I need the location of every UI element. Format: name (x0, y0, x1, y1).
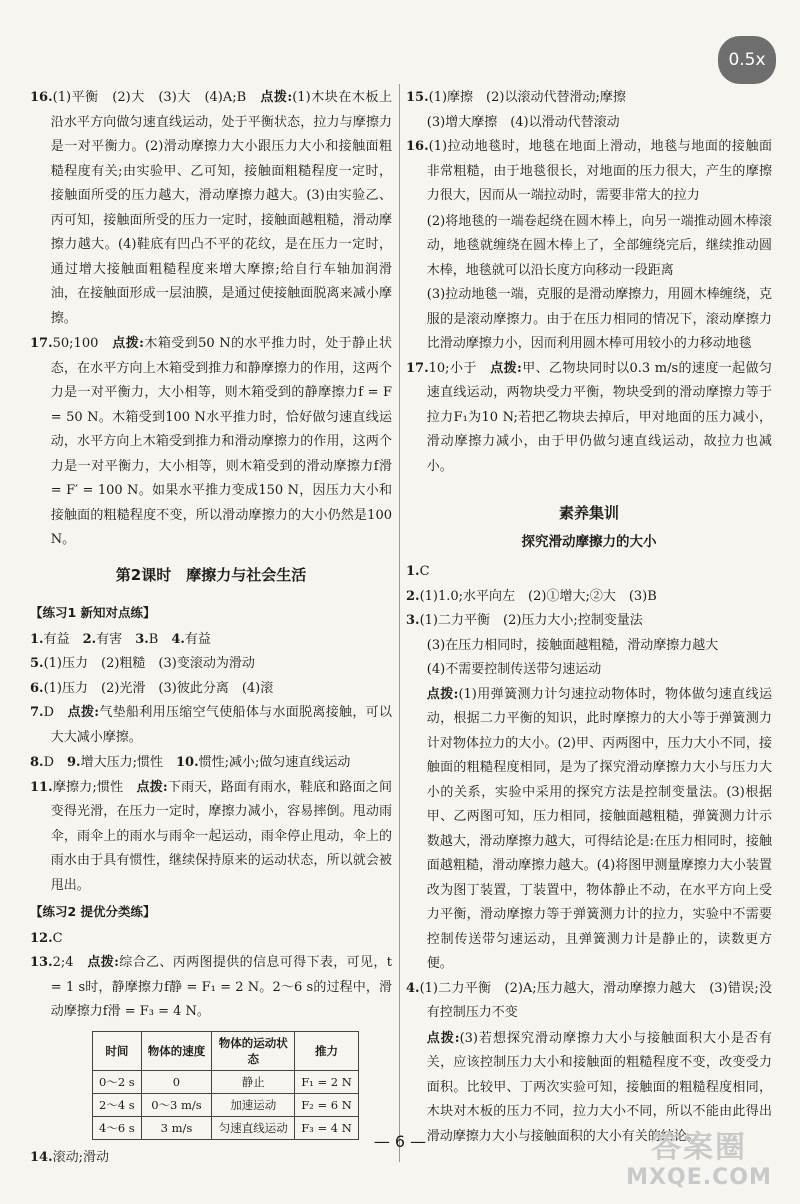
table-header: 物体的运动状态 (212, 1031, 295, 1070)
answer-17-left: 17.50;100 点拨:木箱受到50 N的水平推力时，处于静止状态，在水平方向上木箱受到推力和静摩擦力的作用，这两个力是一对平衡力，大小相等，则木箱受到的静摩擦力f = F = 50 N。木箱受到100 N水平推力时，恰好做匀速直线运动，水平方向上木箱受到推力和滑动摩擦力的作用，这两个力是一对平衡力，大小相等，则木箱受到的滑动摩擦力f滑 = F′ = 100 N。如果水平推力变成150 N，因压力大小和接触面的粗糙程度不变，所以滑动摩擦力的大小仍然是100 N。 (30, 336, 392, 547)
answer-16-right-part1: 16.(1)拉动地毯时，地毯在地面上滑动，地毯与地面的接触面非常粗糙，由于地毯很长，对地面的压力很大，产生的摩擦力很大，因而从一端拉动时，需要非常大的拉力 (406, 139, 772, 203)
answer-16-right-part3: (3)拉动地毯一端，克服的是滑动摩擦力，用圆木棒缠绕，克服的是滚动摩擦力。由于在压力相同的情况下，滚动摩擦力比滑动摩擦力小，因而利用圆木棒可用较小的力移动地毯 (426, 287, 772, 351)
training-answer-2: 2.(1)1.0;水平向左 (2)①增大;②大 (3)B (406, 588, 657, 604)
column-divider (399, 84, 400, 1162)
training-answer-3-line3: (4)不需要控制传送带匀速运动 (426, 662, 602, 677)
motion-table (92, 1031, 359, 1140)
answer-16-left: 16.(1)平衡 (2)大 (3)大 (4)A;B 点拨:(1)木块在木板上沿水平方向做匀速直线运动，处于平衡状态，拉力与摩擦力是一对平衡力。(2)滑动摩擦力大小跟压力大小和接触面粗糙程度有关;由实验甲、乙可知，接触面粗糙程度一定时，接触面所受的压力越大，滑动摩擦力越大。(3)由实验乙、丙可知，接触面所受的压力一定时，接触面越粗糙，滑动摩擦力越大。(4)鞋底有凹凸不平的花纹，是在压力一定时，通过增大接触面粗糙程度来增大摩擦;给自行车轴加润滑油，在接触面形成一层油膜，是通过使接触面脱离来减小摩擦。 (30, 90, 392, 326)
answer-15-line2: (3)增大摩擦 (4)以滑动代替滚动 (426, 114, 620, 130)
practice1-label: 【练习1 新知对点练】 (30, 605, 156, 620)
table-header: 物体的速度 (141, 1031, 212, 1070)
table-row: 4～6 s 3 m/s 匀速直线运动 F₃ = 4 N (93, 1116, 359, 1139)
training-answer-4-hint: 点拨:(3)若想探究滑动摩擦力大小与接触面积大小是否有关，应该控制压力大小和接触面的粗糙程度不变，改变受力面积。比较甲、丁两次实验可知，接触面的粗糙程度相同，木块对木板的压力不同，拉力大小不同，所以不能由此得出滑动摩擦力大小与接触面积的大小有关的结论。 (426, 1030, 772, 1144)
section-title-training: 素养集训 (558, 504, 619, 522)
answers-1-4: 1.有益 2.有害 3.B 4.有益 (30, 631, 211, 647)
table-header: 时间 (93, 1031, 142, 1070)
right-column (406, 86, 772, 1149)
table-header-row (93, 1031, 359, 1070)
table-row: 2～4 s 0～3 m/s 加速运动 F₂ = 6 N (93, 1093, 359, 1116)
training-answer-1: 1.C (406, 564, 430, 579)
table-row: 0～2 s 0 静止 F₁ = 2 N (93, 1070, 359, 1093)
section-subtitle: 探究滑动摩擦力的大小 (521, 533, 657, 550)
section-title: 第2课时 摩擦力与社会生活 (115, 565, 307, 584)
answers-8-10: 8.D 9.增大压力;惯性 10.惯性;减小;做匀速直线运动 (30, 755, 351, 770)
left-column (30, 86, 392, 1170)
answer-11: 11.摩擦力;惯性 点拨:下雨天，路面有雨水，鞋底和路面之间变得光滑，在压力一定时，摩擦力减小，容易摔倒。甩动雨伞，雨伞上的雨水与雨伞一起运动，雨伞停止甩动，伞上的雨水由于具有惯性，继续保持原来的运动状态，所以就会被甩出。 (30, 779, 392, 893)
training-answer-3-hint: 点拨:(1)用弹簧测力计匀速拉动物体时，物体做匀速直线运动，根据二力平衡的知识，此时摩擦力的大小等于弹簧测力计对物体拉力的大小。(2)甲、丙两图中，压力大小不同，接触面的粗糙程度相同，是为了探究滑动摩擦力大小与压力大小的关系，实验中采用的探究方法是控制变量法。(3)根据甲、乙两图可知，压力相同，接触面越粗糙，弹簧测力计示数越大，滑动摩擦力越大，可得结论是:在压力相同时，接触面越粗糙，滑动摩擦力越大。(4)将图甲测量摩擦力大小装置改为图丁装置，丁装置中，物体静止不动，在水平方向上受力平衡，滑动摩擦力等于弹簧测力计的拉力，实验中不需要控制传送带匀速运动，且弹簧测力计是静止的，读数更方便。 (426, 686, 772, 971)
training-answer-3-line2: (3)在压力相同时，接触面越粗糙，滑动摩擦力越大 (426, 637, 719, 653)
answer-12: 12.C (30, 930, 63, 946)
answer-15-line1: 15.(1)摩擦 (2)以滚动代替滑动;摩擦 (406, 90, 626, 105)
answer-5: 5.(1)压力 (2)粗糙 (3)变滚动为滑动 (30, 656, 255, 671)
answer-17-right: 17.10;小于 点拨:甲、乙物块同时以0.3 m/s的速度一起做匀速直线运动，两物块受力平衡，物块受到的滑动摩擦力等于拉力F₁为10 N;若把乙物块去掉后，甲对地面的压力减小，滑动摩擦力减小，由于甲仍做匀速直线运动，故拉力也减小。 (406, 360, 772, 474)
answer-16-right-part2: (2)将地毯的一端卷起绕在圆木棒上，向另一端推动圆木棒滚动，地毯就缠绕在圆木棒上了，全部缠绕完后，继续推动圆木棒，地毯就可以沿长度方向移动一段距离 (426, 213, 772, 278)
answer-13: 13.2;4 点拨:综合乙、丙两图提供的信息可得下表，可见，t = 1 s时，静摩擦力f静 = F₁ = 2 N。2～6 s的过程中，滑动摩擦力f滑 = F₃ = 4 N。 (30, 955, 392, 1019)
watermark-logo: 答案圈 MXQE.COM (626, 1130, 772, 1190)
training-answer-4: 4.(1)二力平衡 (2)A;压力越大，滑动摩擦力越大 (3)错误;没有控制压力不变 (406, 980, 772, 1020)
zoom-badge[interactable]: 0.5x (718, 36, 776, 84)
answer-6: 6.(1)压力 (2)光滑 (3)彼此分离 (4)滚 (30, 680, 274, 696)
table-header: 推力 (295, 1031, 359, 1070)
training-answer-3: 3.(1)二力平衡 (2)压力大小;控制变量法 (406, 613, 643, 628)
answer-14: 14.滚动;滑动 (30, 1149, 110, 1165)
answer-7: 7.D 点拨:气垫船利用压缩空气使船体与水面脱离接触，可以大大减小摩擦。 (30, 705, 392, 745)
practice2-label: 【练习2 提优分类练】 (30, 904, 156, 919)
page-number: — 6 — (373, 1132, 427, 1151)
